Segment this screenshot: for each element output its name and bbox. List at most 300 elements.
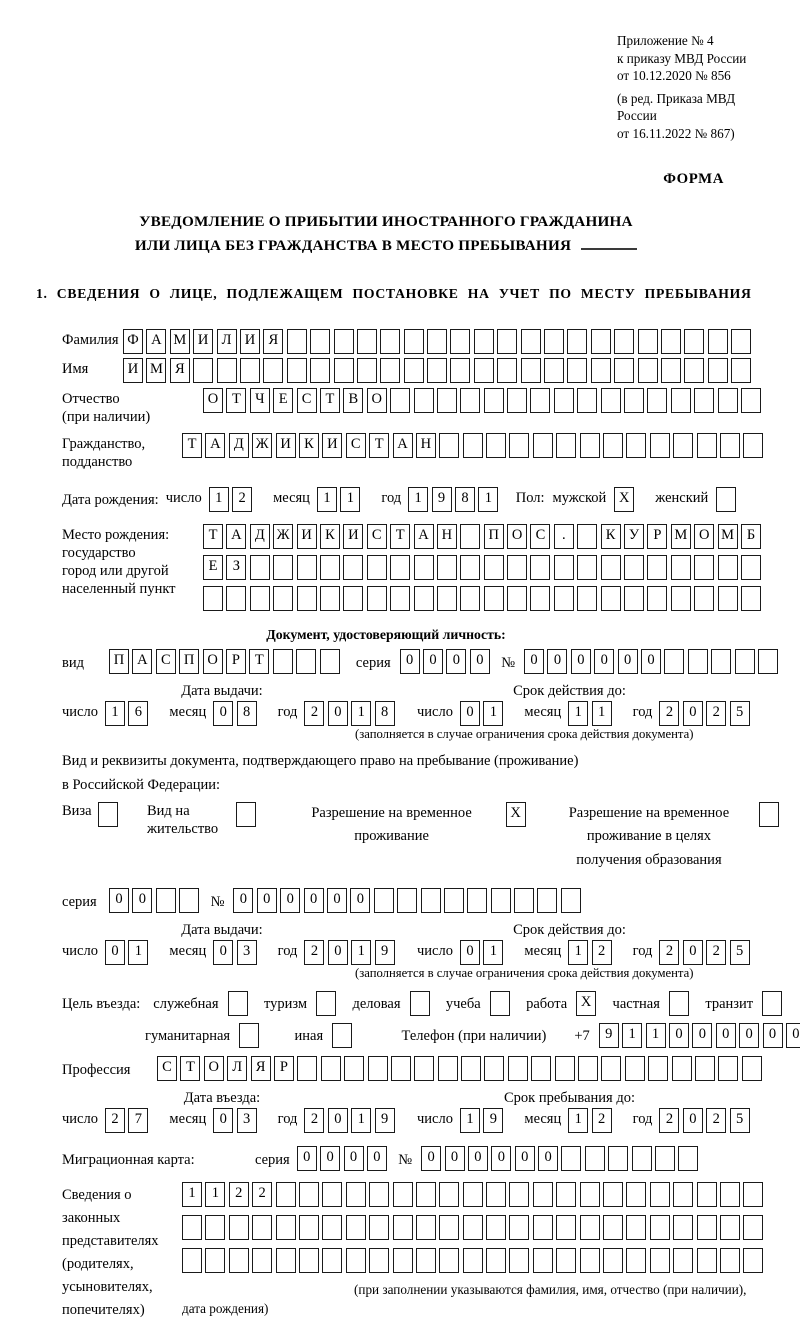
temp-residence-edu-checkbox <box>759 802 782 827</box>
char-cell <box>741 555 761 580</box>
char-cell <box>697 433 717 458</box>
char-cell <box>554 388 574 413</box>
char-cell <box>273 586 293 611</box>
birth-month-cells <box>317 487 364 512</box>
char-cell <box>410 991 430 1016</box>
citizenship-cells <box>182 433 767 458</box>
char-cell: 2 <box>706 1108 726 1133</box>
char-cell <box>531 1056 551 1081</box>
char-cell <box>486 1182 506 1207</box>
purpose-checkbox <box>239 1023 262 1048</box>
char-cell <box>731 329 751 354</box>
char-cell <box>217 358 237 383</box>
char-cell: Н <box>437 524 457 549</box>
char-cell <box>179 888 199 913</box>
char-cell <box>625 1056 645 1081</box>
char-cell <box>647 388 667 413</box>
char-cell: 1 <box>408 487 428 512</box>
section1-heading: 1. СВЕДЕНИЯ О ЛИЦЕ, ПОДЛЕЖАЩЕМ ПОСТАНОВКЕ НА УЧЕТ ПО МЕСТУ ПРЕБЫВАНИЯ <box>36 286 752 302</box>
guardians-cells <box>182 1182 772 1317</box>
char-cell: 1 <box>646 1023 666 1048</box>
purpose-option: туризм <box>264 991 340 1016</box>
char-cell: 0 <box>328 1108 348 1133</box>
char-cell <box>684 358 704 383</box>
char-cell <box>603 1182 623 1207</box>
char-cell <box>320 586 340 611</box>
char-cell <box>490 991 510 1016</box>
surname-label: Фамилия <box>62 331 119 348</box>
char-cell <box>484 388 504 413</box>
char-cell <box>491 888 511 913</box>
res-dates-row <box>62 940 772 965</box>
char-cell <box>460 524 480 549</box>
revision-line: от 16.11.2022 № 867) <box>617 125 735 141</box>
char-cell <box>720 1248 740 1273</box>
char-cell <box>688 649 708 674</box>
char-cell: X <box>506 802 526 827</box>
purpose-label: Цель въезда: <box>62 995 141 1012</box>
doc-valid-year <box>659 701 753 726</box>
char-cell: 2 <box>105 1108 125 1133</box>
char-cell: Я <box>263 329 283 354</box>
char-cell <box>655 1146 675 1171</box>
char-cell <box>577 586 597 611</box>
char-cell: О <box>694 524 714 549</box>
char-cell <box>697 1215 717 1240</box>
char-cell: . <box>554 524 574 549</box>
char-cell: 9 <box>375 940 395 965</box>
char-cell: 0 <box>786 1023 800 1048</box>
char-cell <box>521 358 541 383</box>
char-cell: К <box>299 433 319 458</box>
identity-doc-row <box>62 649 772 674</box>
char-cell <box>759 802 779 827</box>
doc-number-cells <box>524 649 781 674</box>
identity-doc-heading: Документ, удостоверяющий личность: <box>266 627 506 643</box>
char-cell <box>661 358 681 383</box>
char-cell: С <box>156 649 176 674</box>
char-cell <box>716 487 736 512</box>
char-cell: 0 <box>257 888 277 913</box>
char-cell <box>694 586 714 611</box>
char-cell: А <box>226 524 246 549</box>
res-series-cells <box>109 888 203 913</box>
char-cell <box>585 1146 605 1171</box>
purpose-checkbox <box>332 1023 355 1048</box>
char-cell: Р <box>226 649 246 674</box>
char-cell: Р <box>647 524 667 549</box>
char-cell: А <box>146 329 166 354</box>
char-cell: 0 <box>280 888 300 913</box>
guardians-row2-cells <box>182 1215 772 1240</box>
res-issue-header: Дата выдачи: <box>181 922 263 939</box>
char-cell <box>252 1248 272 1273</box>
char-cell <box>626 1215 646 1240</box>
char-cell <box>393 1215 413 1240</box>
guardians-note: (при заполнении указываются фамилия, имя, отчество (при наличии), дата рождения) <box>182 1282 747 1316</box>
char-cell <box>731 358 751 383</box>
char-cell <box>421 888 441 913</box>
char-cell <box>514 888 534 913</box>
citizenship-row <box>62 433 772 471</box>
char-cell: 0 <box>515 1146 535 1171</box>
char-cell: О <box>203 388 223 413</box>
char-cell <box>603 1215 623 1240</box>
char-cell <box>463 1215 483 1240</box>
char-cell <box>357 329 377 354</box>
char-cell <box>226 586 246 611</box>
char-cell <box>694 555 714 580</box>
char-cell <box>743 1182 763 1207</box>
char-cell <box>297 1056 317 1081</box>
char-cell: 1 <box>592 701 612 726</box>
char-cell: О <box>367 388 387 413</box>
char-cell: 1 <box>205 1182 225 1207</box>
char-cell: 0 <box>683 1108 703 1133</box>
char-cell: 2 <box>592 1108 612 1133</box>
char-cell: 0 <box>344 1146 364 1171</box>
char-cell <box>671 388 691 413</box>
entry-month <box>213 1108 260 1133</box>
char-cell <box>461 1056 481 1081</box>
sex-male-label: мужской <box>552 490 607 507</box>
char-cell <box>671 586 691 611</box>
char-cell <box>567 329 587 354</box>
guardians-row1-cells <box>182 1182 772 1207</box>
char-cell <box>367 555 387 580</box>
char-cell: Т <box>180 1056 200 1081</box>
char-cell <box>299 1248 319 1273</box>
char-cell <box>299 1182 319 1207</box>
annex-reference <box>617 0 772 142</box>
char-cell <box>390 555 410 580</box>
sex-label: Пол: <box>515 490 545 507</box>
char-cell <box>414 388 434 413</box>
char-cell <box>369 1215 389 1240</box>
doc-kind-cells <box>109 649 343 674</box>
char-cell <box>533 1248 553 1273</box>
char-cell: 0 <box>739 1023 759 1048</box>
char-cell <box>497 358 517 383</box>
char-cell <box>533 1215 553 1240</box>
char-cell <box>346 1248 366 1273</box>
migration-card-row <box>62 1146 772 1171</box>
doc-restriction-note: (заполняется в случае ограничения срока действия документа) <box>355 727 694 742</box>
char-cell <box>486 1215 506 1240</box>
char-cell: 0 <box>460 701 480 726</box>
res-issue-group: число 0 1 месяц 0 3 год 2 0 1 9 <box>62 940 417 965</box>
char-cell: 0 <box>132 888 152 913</box>
sex-female-label: женский <box>655 490 709 507</box>
char-cell <box>250 555 270 580</box>
char-cell <box>577 388 597 413</box>
char-cell: П <box>109 649 129 674</box>
char-cell: О <box>204 1056 224 1081</box>
char-cell: 0 <box>669 1023 689 1048</box>
doc-valid-group: число 0 1 месяц 1 1 год 2 0 2 5 <box>417 701 753 726</box>
char-cell: С <box>346 433 366 458</box>
char-cell <box>664 649 684 674</box>
char-cell <box>229 1215 249 1240</box>
char-cell: 1 <box>317 487 337 512</box>
form-label: ФОРМА <box>663 171 724 188</box>
residence-permit-label: Вид на жительство <box>147 802 219 837</box>
char-cell <box>507 586 527 611</box>
char-cell <box>297 555 317 580</box>
char-cell <box>228 991 248 1016</box>
char-cell: 0 <box>641 649 661 674</box>
char-cell: 0 <box>233 888 253 913</box>
char-cell <box>439 1215 459 1240</box>
char-cell <box>632 1146 652 1171</box>
entry-day <box>105 1108 152 1133</box>
char-cell: 1 <box>568 1108 588 1133</box>
stay-until-header: Срок пребывания до: <box>504 1090 635 1107</box>
char-cell <box>252 1215 272 1240</box>
char-cell <box>296 649 316 674</box>
patronymic-cells <box>203 388 764 413</box>
char-cell: К <box>601 524 621 549</box>
annex-line: к приказу МВД России <box>617 50 747 66</box>
char-cell: М <box>718 524 738 549</box>
annex-line: Приложение № 4 <box>617 33 714 48</box>
migration-number-label: № <box>398 1151 413 1168</box>
char-cell <box>229 1248 249 1273</box>
char-cell: Т <box>182 433 202 458</box>
char-cell <box>346 1215 366 1240</box>
guardians-label: Сведения о законных представителях (родителях, усыновителях, попечителях) <box>62 1187 159 1318</box>
char-cell <box>450 358 470 383</box>
char-cell: Е <box>203 555 223 580</box>
char-cell: 2 <box>592 940 612 965</box>
char-cell <box>626 433 646 458</box>
char-cell: 6 <box>128 701 148 726</box>
char-cell <box>591 358 611 383</box>
purpose-checkbox <box>762 991 785 1016</box>
char-cell: Т <box>203 524 223 549</box>
char-cell <box>556 433 576 458</box>
char-cell: 0 <box>421 1146 441 1171</box>
char-cell <box>554 555 574 580</box>
char-cell <box>368 1056 388 1081</box>
residence-permit-option <box>147 802 260 838</box>
char-cell: 2 <box>706 701 726 726</box>
char-cell <box>742 1056 762 1081</box>
char-cell <box>273 649 293 674</box>
char-cell <box>276 1182 296 1207</box>
char-cell: О <box>507 524 527 549</box>
char-cell: 0 <box>304 888 324 913</box>
char-cell <box>287 329 307 354</box>
char-cell: Я <box>170 358 190 383</box>
annex-line: от 10.12.2020 № 856 <box>617 68 731 84</box>
char-cell <box>416 1215 436 1240</box>
char-cell <box>650 1248 670 1273</box>
char-cell <box>450 329 470 354</box>
char-cell: 0 <box>618 649 638 674</box>
char-cell <box>367 586 387 611</box>
char-cell <box>669 991 689 1016</box>
char-cell <box>393 1182 413 1207</box>
char-cell <box>416 1248 436 1273</box>
char-cell <box>427 329 447 354</box>
char-cell <box>437 555 457 580</box>
char-cell <box>437 586 457 611</box>
char-cell <box>601 1056 621 1081</box>
char-cell <box>287 358 307 383</box>
entry-year <box>304 1108 398 1133</box>
char-cell <box>661 329 681 354</box>
char-cell <box>544 358 564 383</box>
temp-residence-edu-option <box>549 802 782 874</box>
char-cell <box>743 1215 763 1240</box>
birthplace-label: Место рождения: государство город или другой населенный пункт <box>62 527 176 598</box>
char-cell <box>735 649 755 674</box>
char-cell <box>390 388 410 413</box>
char-cell <box>614 358 634 383</box>
char-cell <box>672 1056 692 1081</box>
visa-checkbox <box>98 802 121 827</box>
char-cell <box>439 433 459 458</box>
char-cell <box>556 1248 576 1273</box>
residence-series-row <box>62 888 772 913</box>
stay-year <box>659 1108 753 1133</box>
char-cell: У <box>624 524 644 549</box>
char-cell: 0 <box>692 1023 712 1048</box>
char-cell <box>497 329 517 354</box>
char-cell <box>673 1182 693 1207</box>
char-cell <box>671 555 691 580</box>
purpose-option: иная <box>295 1023 356 1048</box>
char-cell: 0 <box>571 649 591 674</box>
char-cell <box>236 802 256 827</box>
char-cell <box>182 1248 202 1273</box>
phone-label: Телефон (при наличии) <box>401 1027 547 1044</box>
char-cell: 1 <box>460 1108 480 1133</box>
surname-row <box>62 329 772 354</box>
char-cell: 0 <box>328 940 348 965</box>
char-cell <box>437 388 457 413</box>
stay-until-group: число 1 9 месяц 1 2 год 2 0 2 5 <box>417 1108 753 1133</box>
char-cell: М <box>146 358 166 383</box>
char-cell <box>205 1248 225 1273</box>
form-title-line1: УВЕДОМЛЕНИЕ О ПРИБЫТИИ ИНОСТРАННОГО ГРАЖДАНИНА <box>139 212 633 230</box>
char-cell <box>580 1215 600 1240</box>
char-cell <box>601 586 621 611</box>
doc-valid-month <box>568 701 615 726</box>
char-cell: Л <box>217 329 237 354</box>
char-cell <box>416 1182 436 1207</box>
char-cell: 0 <box>213 701 233 726</box>
res-number-label: № <box>210 893 225 910</box>
char-cell <box>758 649 778 674</box>
char-cell <box>556 1215 576 1240</box>
doc-kind-label: вид <box>62 654 84 671</box>
char-cell: 1 <box>568 701 588 726</box>
char-cell: 0 <box>716 1023 736 1048</box>
char-cell <box>650 1215 670 1240</box>
char-cell: 0 <box>109 888 129 913</box>
char-cell: 2 <box>252 1182 272 1207</box>
char-cell <box>741 586 761 611</box>
char-cell: 0 <box>297 1146 317 1171</box>
char-cell <box>484 555 504 580</box>
char-cell <box>322 1215 342 1240</box>
purpose-option: частная <box>613 991 693 1016</box>
char-cell: 2 <box>232 487 252 512</box>
purpose-checkbox <box>228 991 251 1016</box>
char-cell <box>578 1056 598 1081</box>
form-title <box>0 210 772 259</box>
char-cell <box>486 1248 506 1273</box>
temp-residence-checkbox <box>506 802 529 827</box>
res-restriction-note: (заполняется в случае ограничения срока действия документа) <box>355 966 694 981</box>
char-cell: 9 <box>375 1108 395 1133</box>
char-cell: 8 <box>455 487 475 512</box>
char-cell: 0 <box>327 888 347 913</box>
char-cell: 1 <box>209 487 229 512</box>
char-cell <box>310 358 330 383</box>
doc-valid-header: Срок действия до: <box>513 683 626 700</box>
citizenship-label: Гражданство, подданство <box>62 435 146 470</box>
char-cell <box>718 388 738 413</box>
char-cell: Н <box>416 433 436 458</box>
char-cell: 1 <box>483 701 503 726</box>
char-cell: И <box>123 358 143 383</box>
char-cell: 0 <box>547 649 567 674</box>
char-cell <box>647 555 667 580</box>
char-cell: П <box>179 649 199 674</box>
char-cell <box>463 433 483 458</box>
char-cell <box>507 388 527 413</box>
char-cell: 7 <box>128 1108 148 1133</box>
char-cell <box>316 991 336 1016</box>
char-cell <box>718 586 738 611</box>
char-cell: 5 <box>730 701 750 726</box>
birthdate-group: число 1 2 месяц 1 1 год 1 9 8 1 <box>166 487 502 512</box>
char-cell: 1 <box>340 487 360 512</box>
char-cell <box>239 1023 259 1048</box>
visa-label: Виза <box>62 802 92 819</box>
char-cell <box>684 329 704 354</box>
char-cell: 8 <box>237 701 257 726</box>
char-cell: Я <box>251 1056 271 1081</box>
char-cell <box>678 1146 698 1171</box>
char-cell <box>697 1248 717 1273</box>
char-cell <box>650 433 670 458</box>
revision-line: (в ред. Приказа МВД России <box>617 90 736 124</box>
char-cell: 0 <box>491 1146 511 1171</box>
birth-day-cells <box>209 487 256 512</box>
doc-number-label: № <box>501 654 516 671</box>
char-cell: 2 <box>229 1182 249 1207</box>
char-cell: 5 <box>730 1108 750 1133</box>
purpose-row2 <box>145 1023 800 1048</box>
char-cell <box>460 388 480 413</box>
temp-residence-edu-label: Разрешение на временное проживание в целях получения образования <box>568 804 730 869</box>
char-cell <box>638 329 658 354</box>
res-issue-month <box>213 940 260 965</box>
birthplace-row2-cells <box>203 555 764 580</box>
char-cell: М <box>671 524 691 549</box>
char-cell <box>474 329 494 354</box>
char-cell: 1 <box>568 940 588 965</box>
purpose-option: учеба <box>446 991 513 1016</box>
guardians-row3-cells <box>182 1248 772 1273</box>
char-cell <box>369 1248 389 1273</box>
char-cell <box>603 433 623 458</box>
residence-permit-checkbox <box>236 802 259 827</box>
